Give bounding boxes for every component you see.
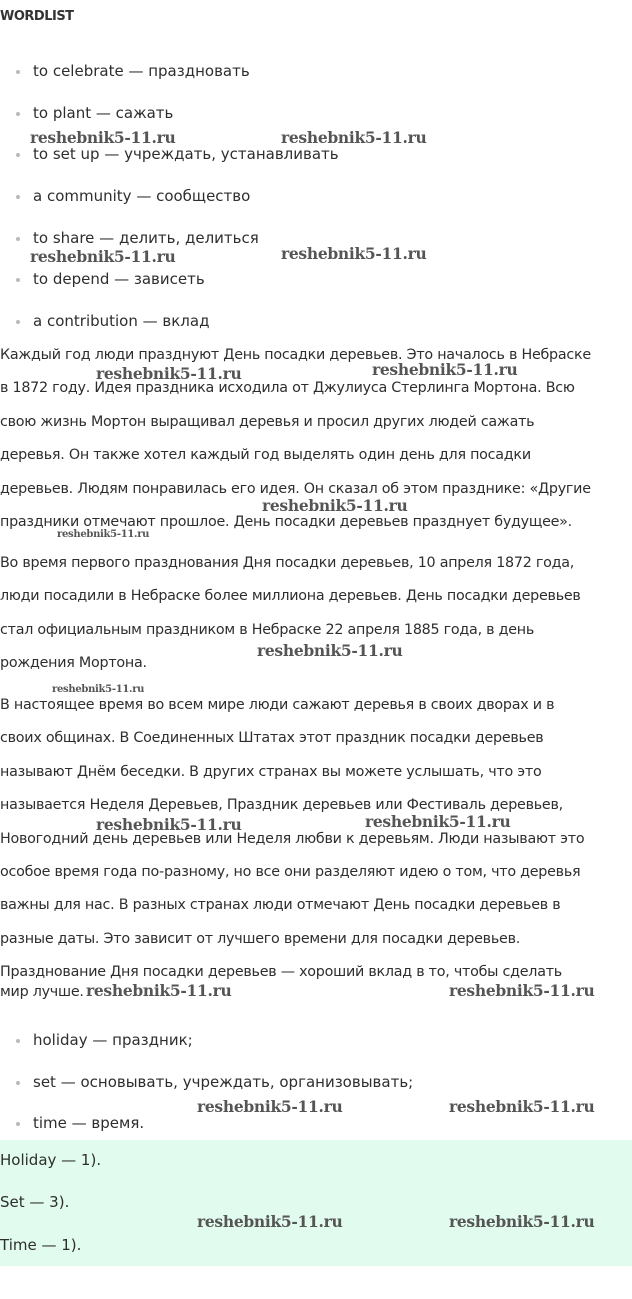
answer-line: Time — 1). — [0, 1236, 82, 1254]
text-line: в 1872 году. Идея праздника исходила от Джулиуса Стерлинга Мортона. Всю — [0, 380, 575, 397]
text-line: важны для нас. В разных странах люди отмечают День посадки деревьев в — [0, 897, 561, 914]
list-item — [18, 1030, 193, 1050]
text-line: особое время года по-разному, но все они разделяют идею о том, что деревья — [0, 864, 581, 881]
text-line: своих общинах. В Соединенных Штатах этот праздник посадки деревьев — [0, 730, 544, 747]
watermark: reshebnik5-11.ru — [281, 128, 427, 147]
watermark: reshebnik5-11.ru — [262, 496, 408, 515]
watermark: reshebnik5-11.ru — [257, 641, 403, 660]
watermark: reshebnik5-11.ru — [86, 981, 232, 1000]
watermark: reshebnik5-11.ru — [96, 364, 242, 383]
text-paragraph-3 — [0, 689, 632, 956]
watermark: reshebnik5-11.ru — [197, 1212, 343, 1231]
list-item — [18, 61, 250, 81]
list-item — [18, 1113, 144, 1133]
text-line: называется Неделя Деревьев, Праздник деревьев или Фестиваль деревьев, — [0, 797, 563, 814]
text-line: называют Днём беседки. В других странах вы можете услышать, что это — [0, 763, 542, 780]
text-paragraph-2 — [0, 547, 632, 681]
text-line: Каждый год люди празднуют День посадки деревьев. Это началось в Небраске — [0, 347, 591, 363]
wordlist-heading: WORDLIST — [0, 9, 74, 24]
text-line: люди посадили в Небраске более миллиона деревьев. День посадки деревьев — [0, 588, 581, 605]
text-line: рождения Мортона. — [0, 655, 147, 672]
wordlist-entry: a community — сообщество — [33, 187, 251, 205]
watermark: reshebnik5-11.ru — [365, 812, 511, 831]
text-line: свою жизнь Мортон выращивал деревья и просил других людей сажать — [0, 413, 535, 430]
watermark: reshebnik5-11.ru — [281, 244, 427, 263]
text-line: Празднование Дня посадки деревьев — хороший вклад в то, чтобы сделать — [0, 964, 562, 980]
text-line: Новогодний день деревьев или Неделя любви к деревьям. Люди называют это — [0, 830, 585, 847]
meaning-entry: set — основывать, учреждать, организовывать; — [33, 1073, 414, 1091]
list-item — [18, 311, 209, 331]
wordlist-entry: a contribution — вклад — [33, 312, 210, 330]
meaning-entry: time — время. — [33, 1114, 145, 1132]
text-line: разные даты. Это зависит от лучшего времени для посадки деревьев. — [0, 930, 521, 947]
text-line: деревья. Он также хотел каждый год выделять один день для посадки — [0, 447, 531, 464]
watermark: reshebnik5-11.ru — [30, 128, 176, 147]
answer-box — [0, 1140, 632, 1266]
list-item — [18, 269, 205, 289]
meaning-entry: holiday — праздник; — [33, 1031, 193, 1049]
watermark: reshebnik5-11.ru — [96, 815, 242, 834]
text-line: деревьев. Людям понравилась его идея. Он сказал об этом празднике: «Другие — [0, 480, 591, 497]
wordlist-entry: to set up — учреждать, устанавливать — [33, 145, 339, 163]
watermark: reshebnik5-11.ru — [449, 1097, 595, 1116]
text-line: мир лучше. — [0, 984, 84, 1000]
list-item — [18, 144, 339, 164]
text-line: праздники отмечают прошлое. День посадки деревьев празднует будущее». — [0, 514, 572, 531]
watermark: reshebnik5-11.ru — [30, 247, 176, 266]
watermark: reshebnik5-11.ru — [449, 1212, 595, 1231]
list-item — [18, 103, 173, 123]
list-item — [18, 228, 259, 248]
text-line: стал официальным праздником в Небраске 22 апреля 1885 года, в день — [0, 621, 535, 638]
list-item — [18, 186, 250, 206]
text-line: Во время первого празднования Дня посадки деревьев, 10 апреля 1872 года, — [0, 555, 575, 571]
wordlist-entry: to celebrate — праздновать — [33, 62, 250, 80]
watermark: reshebnik5-11.ru — [449, 981, 595, 1000]
wordlist-entry: to plant — сажать — [33, 104, 174, 122]
watermark: reshebnik5-11.ru — [197, 1097, 343, 1116]
text-line: В настоящее время во всем мире люди сажают деревья в своих дворах и в — [0, 697, 555, 713]
answer-line: Holiday — 1). — [0, 1151, 102, 1169]
list-item — [18, 1072, 413, 1092]
answer-line: Set — 3). — [0, 1193, 70, 1211]
watermark: reshebnik5-11.ru — [57, 529, 150, 540]
wordlist-entry: to depend — зависеть — [33, 270, 205, 288]
watermark: reshebnik5-11.ru — [372, 360, 518, 379]
watermark: reshebnik5-11.ru — [52, 684, 145, 695]
wordlist-entry: to share — делить, делиться — [33, 229, 259, 247]
